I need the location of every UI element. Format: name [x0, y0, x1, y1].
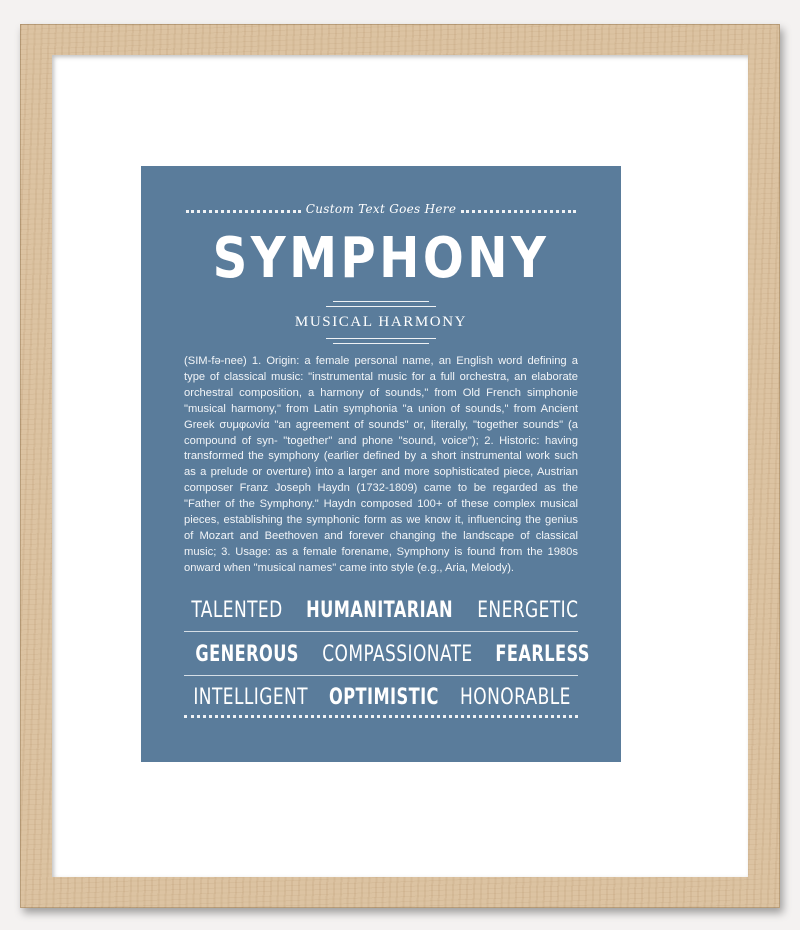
rule-top-1 — [333, 301, 429, 302]
traits-row-3 — [184, 681, 578, 713]
name-print — [141, 166, 621, 762]
trait-word: TALENTED — [191, 597, 283, 623]
trait-word: ENERGETIC — [477, 597, 579, 623]
traits-row-2 — [184, 638, 590, 670]
dotted-divider-bottom — [184, 715, 578, 718]
trait-word: INTELLIGENT — [193, 684, 309, 710]
traits-row-1 — [184, 594, 578, 626]
trait-word: GENEROUS — [195, 641, 299, 667]
name-meaning: MUSICAL HARMONY — [294, 314, 468, 330]
definition-text: (SIM-fə-nee) 1. Origin: a female personal name, an English word defining a type of classical music: "instrumental music for a full orchestra, an elaborate orchestral composition, a harmony of sounds," from Old French simphonie "musical harmony," from Latin symphonia "a union of sounds," from Ancient Greek συμφωνία "an agreement of sounds" or, literally, "together sounds" (a compound of syn- "together" and phone "sound, voice"); 2. Historic: having transformed the symphony (earlier defined by a short instrumental work such as a prelude or overture) into a larger and more sophisticated piece, Austrian composer Franz Joseph Haydn (1732-1809) came to be regarded as the "Father of the Symphony." Haydn composed 100+ of these complex musical pieces, establishing the symphonic form as we know it, influencing the genius of Mozart and Beethoven and forever changing the landscape of classical music; 3. Usage: as a female forename, Symphony is found from the 1980s onward when "musical names" came into style (e.g., Aria, Melody). — [184, 355, 578, 574]
trait-word: FEARLESS — [495, 641, 590, 667]
trait-divider — [184, 631, 578, 632]
rule-bottom-1 — [326, 338, 436, 339]
trait-word: HONORABLE — [460, 684, 572, 710]
rule-top-2 — [326, 306, 436, 307]
trait-word: HUMANITARIAN — [306, 597, 454, 623]
trait-word: OPTIMISTIC — [329, 684, 440, 710]
trait-word: COMPASSIONATE — [322, 641, 473, 667]
trait-divider — [184, 675, 578, 676]
name-title: SYMPHONY — [212, 226, 550, 291]
custom-text: Custom Text Goes Here — [305, 202, 457, 216]
rule-bottom-2 — [333, 343, 429, 344]
